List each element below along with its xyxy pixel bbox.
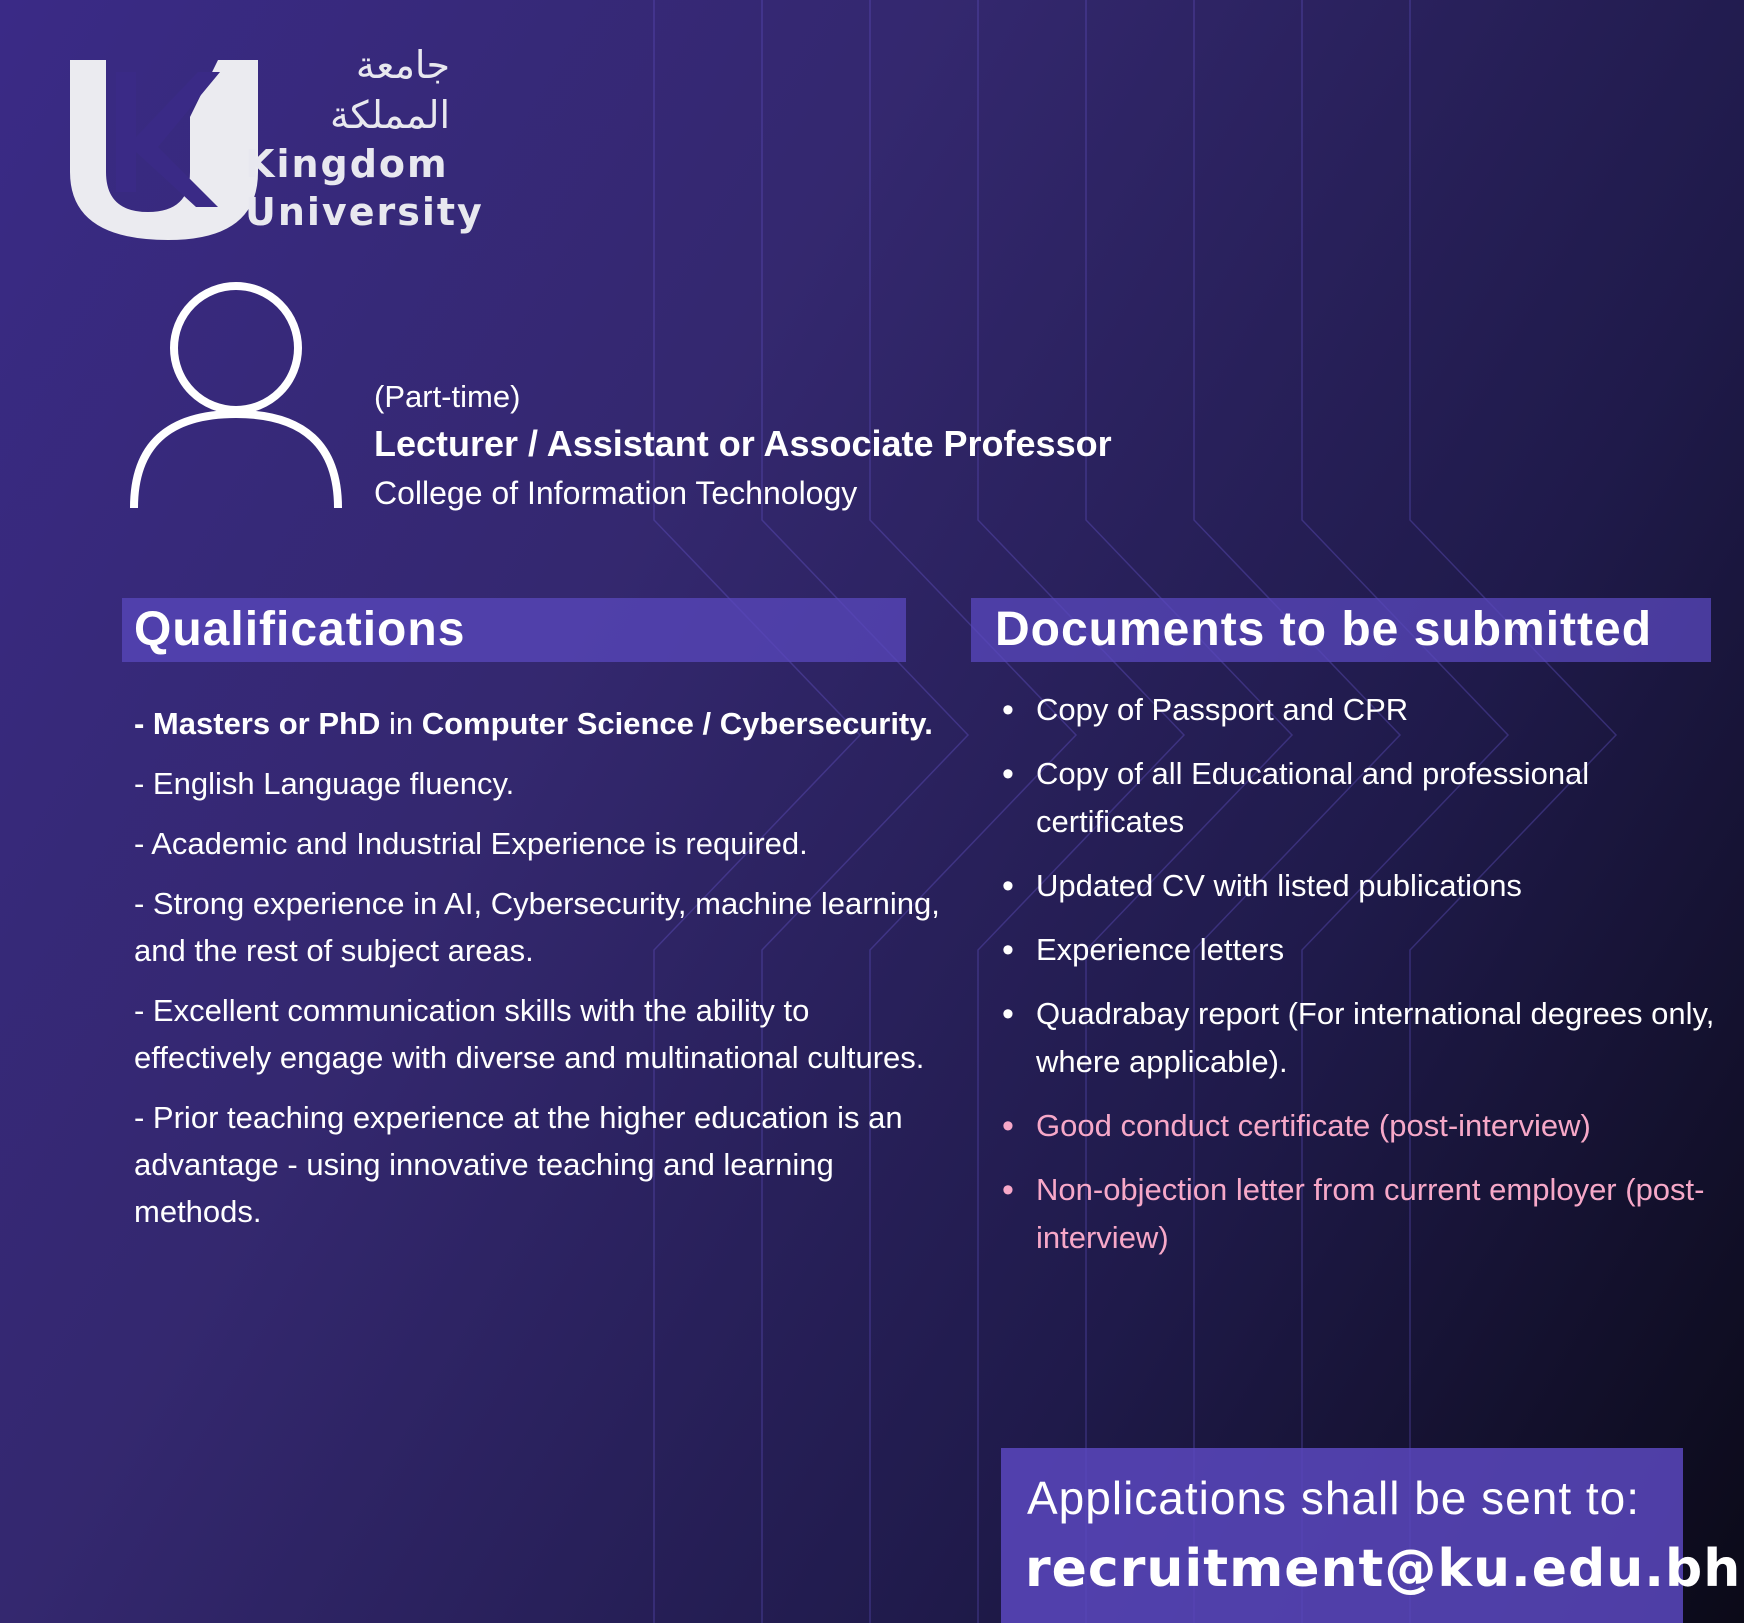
qualification-field: Computer Science / Cybersecurity. xyxy=(421,706,933,741)
job-info xyxy=(374,375,1274,517)
logo-english-line-1: Kingdom xyxy=(245,142,449,186)
document-item: • Experience letters xyxy=(1036,926,1716,974)
person-icon xyxy=(128,280,348,510)
application-email-link[interactable]: recruitment@ku.edu.bh xyxy=(1025,1539,1742,1599)
job-title: Lecturer / Assistant or Associate Professor xyxy=(374,423,1112,464)
logo-text xyxy=(245,40,485,236)
document-item: • Quadrabay report (For international degrees only, where applicable). xyxy=(1036,990,1716,1086)
application-box xyxy=(1001,1448,1742,1623)
qualification-item: - Academic and Industrial Experience is required. xyxy=(134,826,808,861)
application-label: Applications shall be sent to: xyxy=(1027,1472,1641,1524)
qualification-item: - Prior teaching experience at the higher education is an advantage - using innovative teaching and learning methods. xyxy=(134,1100,903,1229)
document-item: • Copy of all Educational and professional certificates xyxy=(1036,750,1716,846)
qualifications-list xyxy=(134,700,954,1248)
qualification-item xyxy=(134,700,954,747)
logo-english-line-2: University xyxy=(245,190,484,234)
job-college: College of Information Technology xyxy=(374,475,858,511)
qualification-item: - Excellent communication skills with the ability to effectively engage with diverse and multinational cultures. xyxy=(134,993,925,1075)
document-item: • Updated CV with listed publications xyxy=(1036,862,1716,910)
job-type: (Part-time) xyxy=(374,379,521,414)
logo-arabic-line-2: المملكة xyxy=(329,93,450,137)
documents-list xyxy=(1036,686,1716,1278)
logo-arabic-line-1: جامعة xyxy=(355,43,450,87)
document-item: • Copy of Passport and CPR xyxy=(1036,686,1716,734)
document-item-post-interview: • Non-objection letter from current employer (post-interview) xyxy=(1036,1166,1716,1262)
qualifications-heading: Qualifications xyxy=(134,603,466,656)
qualification-item: - English Language fluency. xyxy=(134,766,515,801)
qualification-degree: - Masters or PhD xyxy=(134,706,381,741)
document-item-post-interview: • Good conduct certificate (post-interview) xyxy=(1036,1102,1716,1150)
qualification-connector: in xyxy=(380,706,422,741)
qualification-item: - Strong experience in AI, Cybersecurity, machine learning, and the rest of subject areas. xyxy=(134,886,940,968)
qualifications-heading-box xyxy=(122,598,906,662)
documents-heading: Documents to be submitted xyxy=(995,603,1653,656)
documents-heading-box xyxy=(971,598,1711,662)
